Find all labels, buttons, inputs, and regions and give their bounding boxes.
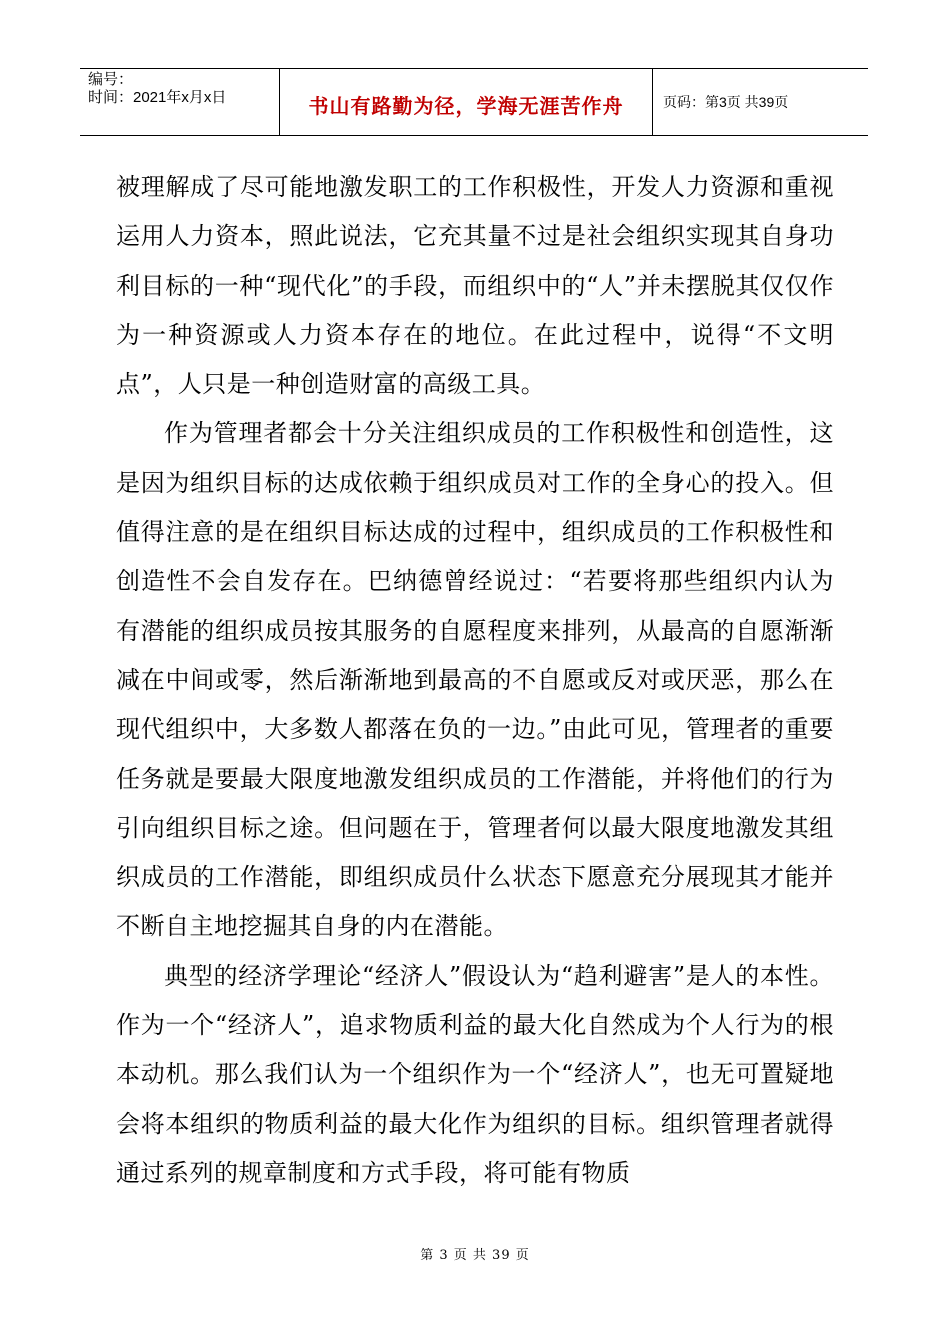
document-body — [116, 163, 834, 1198]
paragraph: 作为管理者都会十分关注组织成员的工作积极性和创造性，这是因为组织目标的达成依赖于组织成员对工作的全身心的投入。但值得注意的是在组织目标达成的过程中，组织成员的工作积极性和创造性不会自发存在。巴纳德曾经说过：“若要将那些组织内认为有潜能的组织成员按其服务的自愿程度来排列，从最高的自愿渐渐减在中间或零，然后渐渐地到最高的不自愿或反对或厌恶，那么在现代组织中，大多数人都落在负的一边。”由此可见，管理者的重要任务就是要最大限度地激发组织成员的工作潜能，并将他们的行为引向组织目标之途。但问题在于，管理者何以最大限度地激发其组织成员的工作潜能，即组织成员什么状态下愿意充分展现其才能并不断自主地挖掘其自身的内在潜能。 — [116, 419, 834, 941]
footer-page-number: 第 3 页 共 39 页 — [420, 1248, 530, 1263]
header-page-info: 页码：第3页 共39页 — [663, 94, 789, 110]
header-page-cell — [653, 69, 868, 135]
document-number-label: 编号： — [88, 71, 134, 88]
page-header — [80, 68, 868, 136]
header-motto: 书山有路勤为径，学海无涯苦作舟 — [308, 93, 624, 118]
document-time-label: 时间：2021年x月x日 — [88, 89, 227, 106]
header-meta-cell — [80, 69, 280, 135]
page-footer — [0, 1244, 950, 1263]
paragraph-continued: 被理解成了尽可能地激发职工的工作积极性，开发人力资源和重视运用人力资本，照此说法，它充其量不过是社会组织实现其自身功利目标的一种“现代化”的手段，而组织中的“人”并未摆脱其仅仅作为一种资源或人力资本存在的地位。在此过程中，说得“不文明点”，人只是一种创造财富的高级工具。 — [116, 173, 834, 399]
paragraph: 典型的经济学理论“经济人”假设认为“趋利避害”是人的本性。作为一个“经济人”，追求物质利益的最大化自然成为个人行为的根本动机。那么我们认为一个组织作为一个“经济人”，也无可置疑地会将本组织的物质利益的最大化作为组织的目标。组织管理者就得通过系列的规章制度和方式手段，将可能有物质 — [116, 961, 834, 1187]
header-motto-cell — [280, 69, 653, 135]
